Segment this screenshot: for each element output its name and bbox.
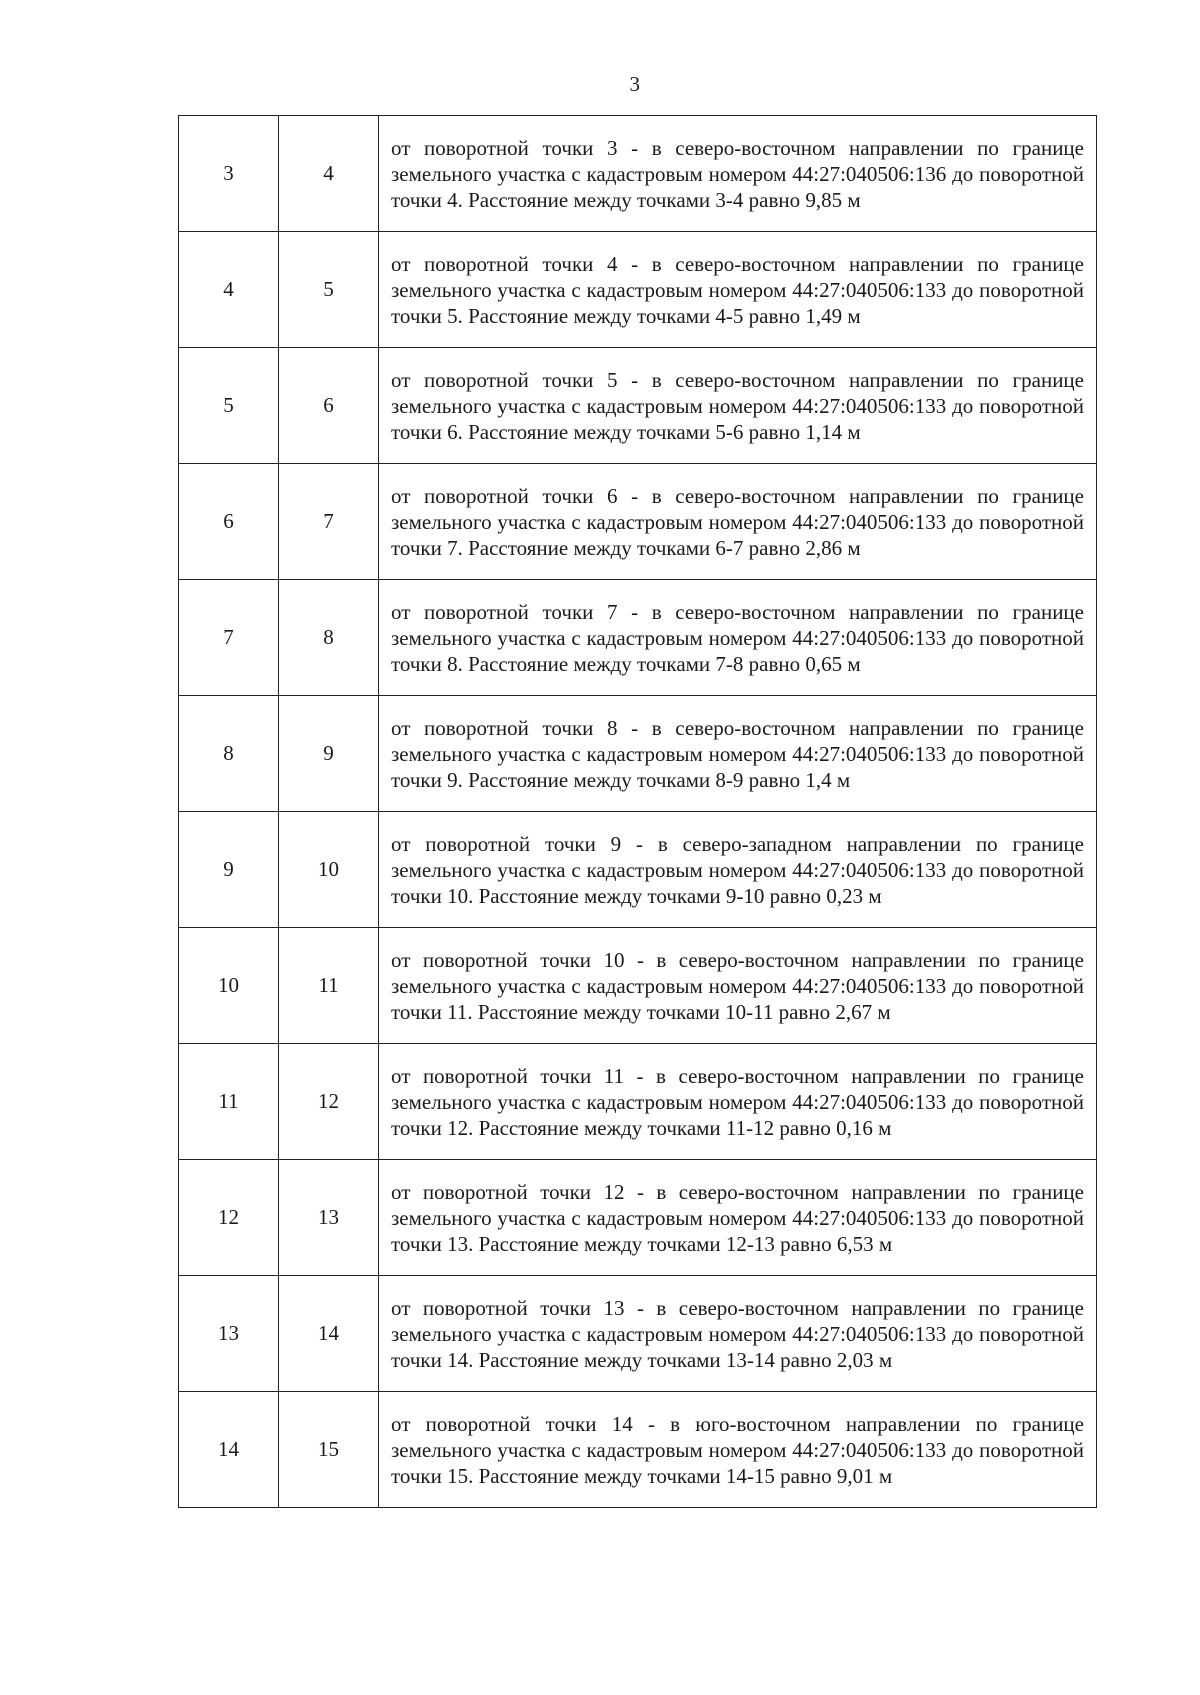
table-row — [179, 464, 1097, 580]
segment-description-cell: от поворотной точки 11 - в северо-восточном направлении по границе земельного участка с кадастровым номером 44:27:040506:133 до поворотной точки 12. Расстояние между точками 11-12 равно 0,16 м — [379, 1044, 1097, 1160]
table-row — [179, 928, 1097, 1044]
segment-description-cell: от поворотной точки 7 - в северо-восточном направлении по границе земельного участка с кадастровым номером 44:27:040506:133 до поворотной точки 8. Расстояние между точками 7-8 равно 0,65 м — [379, 580, 1097, 696]
table-row — [179, 580, 1097, 696]
point-to-cell: 8 — [279, 580, 379, 696]
point-to-cell: 6 — [279, 348, 379, 464]
segment-description-cell: от поворотной точки 5 - в северо-восточном направлении по границе земельного участка с кадастровым номером 44:27:040506:133 до поворотной точки 6. Расстояние между точками 5-6 равно 1,14 м — [379, 348, 1097, 464]
point-from-cell: 12 — [179, 1160, 279, 1276]
table-row — [179, 812, 1097, 928]
table-row — [179, 1160, 1097, 1276]
segment-description-cell: от поворотной точки 3 - в северо-восточном направлении по границе земельного участка с кадастровым номером 44:27:040506:136 до поворотной точки 4. Расстояние между точками 3-4 равно 9,85 м — [379, 116, 1097, 232]
point-from-cell: 10 — [179, 928, 279, 1044]
table-row — [179, 1044, 1097, 1160]
point-from-cell: 11 — [179, 1044, 279, 1160]
point-from-cell: 14 — [179, 1392, 279, 1508]
segment-description-cell: от поворотной точки 13 - в северо-восточном направлении по границе земельного участка с кадастровым номером 44:27:040506:133 до поворотной точки 14. Расстояние между точками 13-14 равно 2,03 м — [379, 1276, 1097, 1392]
table-row — [179, 232, 1097, 348]
segment-description-cell: от поворотной точки 14 - в юго-восточном направлении по границе земельного участка с кадастровым номером 44:27:040506:133 до поворотной точки 15. Расстояние между точками 14-15 равно 9,01 м — [379, 1392, 1097, 1508]
boundary-description-table — [178, 115, 1097, 1508]
table-row — [179, 1276, 1097, 1392]
table-row — [179, 696, 1097, 812]
point-to-cell: 14 — [279, 1276, 379, 1392]
segment-description-cell: от поворотной точки 12 - в северо-восточном направлении по границе земельного участка с кадастровым номером 44:27:040506:133 до поворотной точки 13. Расстояние между точками 12-13 равно 6,53 м — [379, 1160, 1097, 1276]
segment-description-cell: от поворотной точки 6 - в северо-восточном направлении по границе земельного участка с кадастровым номером 44:27:040506:133 до поворотной точки 7. Расстояние между точками 6-7 равно 2,86 м — [379, 464, 1097, 580]
segment-description-cell: от поворотной точки 8 - в северо-восточном направлении по границе земельного участка с кадастровым номером 44:27:040506:133 до поворотной точки 9. Расстояние между точками 8-9 равно 1,4 м — [379, 696, 1097, 812]
point-from-cell: 3 — [179, 116, 279, 232]
segment-description-cell: от поворотной точки 9 - в северо-западном направлении по границе земельного участка с кадастровым номером 44:27:040506:133 до поворотной точки 10. Расстояние между точками 9-10 равно 0,23 м — [379, 812, 1097, 928]
point-to-cell: 9 — [279, 696, 379, 812]
page-number: 3 — [629, 72, 641, 96]
point-from-cell: 9 — [179, 812, 279, 928]
segment-description-cell: от поворотной точки 10 - в северо-восточном направлении по границе земельного участка с кадастровым номером 44:27:040506:133 до поворотной точки 11. Расстояние между точками 10-11 равно 2,67 м — [379, 928, 1097, 1044]
point-to-cell: 4 — [279, 116, 379, 232]
point-to-cell: 13 — [279, 1160, 379, 1276]
table-row — [179, 348, 1097, 464]
table-row — [179, 1392, 1097, 1508]
point-to-cell: 11 — [279, 928, 379, 1044]
point-to-cell: 12 — [279, 1044, 379, 1160]
point-to-cell: 7 — [279, 464, 379, 580]
point-to-cell: 10 — [279, 812, 379, 928]
table-row — [179, 116, 1097, 232]
point-from-cell: 5 — [179, 348, 279, 464]
point-to-cell: 5 — [279, 232, 379, 348]
point-from-cell: 8 — [179, 696, 279, 812]
point-to-cell: 15 — [279, 1392, 379, 1508]
point-from-cell: 13 — [179, 1276, 279, 1392]
point-from-cell: 6 — [179, 464, 279, 580]
point-from-cell: 4 — [179, 232, 279, 348]
point-from-cell: 7 — [179, 580, 279, 696]
segment-description-cell: от поворотной точки 4 - в северо-восточном направлении по границе земельного участка с кадастровым номером 44:27:040506:133 до поворотной точки 5. Расстояние между точками 4-5 равно 1,49 м — [379, 232, 1097, 348]
